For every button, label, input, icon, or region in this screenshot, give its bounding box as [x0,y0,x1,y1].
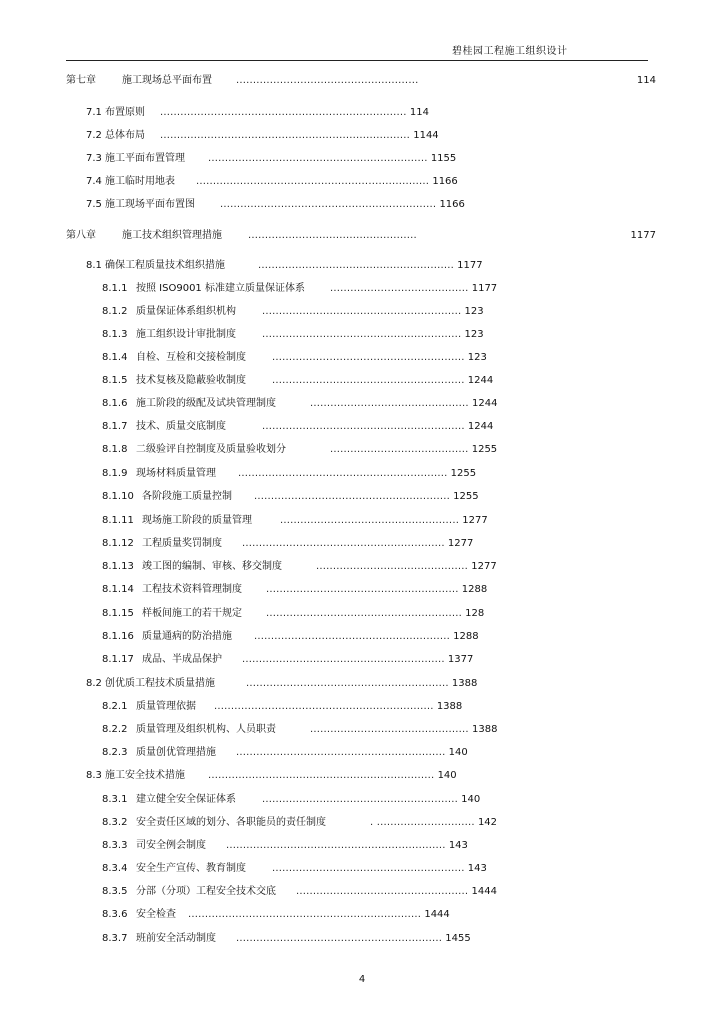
toc-leader-dots: ............................................... [310,398,469,409]
toc-entry-number: 8.1 [86,260,102,271]
toc-entry-page: 1177 [471,283,498,294]
toc-entry-title: 按照 ISO9001 标准建立质量保证体系 [136,283,305,294]
toc-entry-title: 确保工程质量技术组织措施 [105,260,225,271]
toc-leader-dots: .......................................................... [254,491,450,502]
toc-entry-title: 自检、互检和交接检制度 [136,352,246,363]
toc-entry-page: 1277 [471,561,497,572]
toc-entry-page: 1288 [461,584,488,595]
toc-leader-dots: ........................................................... [262,329,462,340]
toc-entry-page: 1388 [436,701,463,712]
toc-entry-number: 8.1.9 [102,468,128,479]
toc-leader-and-page [258,260,483,272]
toc-entry-page: 1444 [471,886,497,897]
toc-entry-title: 技术、质量交底制度 [136,421,226,432]
toc-entry-number: 8.1.11 [102,515,134,526]
toc-leader-dots: ............................................... [310,724,469,735]
toc-entry-number: 8.1.13 [102,561,134,572]
toc-entry-page: 1277 [447,538,474,549]
toc-entry-page: 114 [409,107,429,118]
toc-leader-dots: .......................................................... [266,608,462,619]
toc-leader-and-page [262,421,493,433]
toc-leader-and-page [296,886,497,898]
toc-leader-and-page [160,107,429,119]
toc-entry-page: 1255 [471,444,498,455]
toc-entry-page: 123 [464,329,484,340]
toc-entry-page: 128 [465,608,485,619]
toc-entry-page: 1144 [413,130,439,141]
toc-entry-number: 8.3.6 [102,909,128,920]
toc-entry-number: 8.3.3 [102,840,128,851]
toc-leader-dots: ......................................................... [272,375,465,386]
toc-leader-and-page [254,631,479,643]
toc-entry-title: 质量通病的防治措施 [142,631,232,642]
toc-leader-and-page [246,678,477,690]
toc-leader-and-page [272,375,493,387]
toc-leader-and-page [262,329,484,341]
toc-leader-dots: ........................................................... [262,306,462,317]
toc-leader-and-page [316,561,497,573]
toc-entry-page: 140 [461,794,481,805]
toc-entry-title: 施工技术组织管理措施 [122,230,222,241]
document-title: 碧桂园工程施工组织设计 [452,46,568,57]
toc-entry-title: 各阶段施工质量控制 [142,491,232,502]
toc-entry-number: 8.1.3 [102,329,128,340]
toc-entry-title: 工程技术资料管理制度 [142,584,242,595]
toc-leader-dots: ..................................................... [280,515,460,526]
toc-leader-dots: ...................................................... [236,75,419,86]
toc-entry-page: 142 [477,817,498,828]
toc-entry-title: 安全生产宣传、教育制度 [136,863,246,874]
toc-leader-and-page [160,130,439,142]
toc-entry-title: 竣工图的编制、审核、移交制度 [142,561,282,572]
toc-leader-dots: ............................................................. [236,933,443,944]
toc-leader-dots: ................................................... [296,886,469,897]
toc-entry-title: 建立健全安全保证体系 [136,794,236,805]
toc-leader-and-page [220,199,465,211]
toc-entry-page: 1388 [472,724,498,735]
toc-entry-number: 8.1.5 [102,375,128,386]
toc-leader-dots: ............................................................ [262,421,465,432]
toc-leader-dots: ............................................. [316,561,469,572]
toc-leader-and-page [208,153,456,165]
toc-entry-title: 成品、半成品保护 [142,654,222,665]
toc-entry-title: 分部（分项）工程安全技术交底 [136,886,276,897]
toc-entry-title: 总体布局 [105,130,145,141]
toc-entry-page: 1455 [445,933,471,944]
toc-leader-and-page [272,352,487,364]
toc-entry-title: 创优质工程技术质量措施 [105,678,215,689]
toc-entry-page: 114 [636,75,656,86]
toc-leader-dots: ................................................................. [214,701,434,712]
toc-entry-page: 1444 [424,909,450,920]
toc-entry-number: 8.3 [86,770,102,781]
toc-entry-number: 8.2.2 [102,724,128,735]
toc-entry-number: 8.3.1 [102,794,128,805]
toc-entry-number: 7.4 [86,176,102,187]
toc-entry-page: 1244 [472,398,498,409]
toc-entry-page: 1166 [439,199,465,210]
toc-leader-and-page [272,863,487,875]
toc-leader-dots: ..................................................................... [188,909,422,920]
toc-leader-and-page [262,794,480,806]
toc-leader-and-page [330,444,497,456]
toc-entry-number: 8.2.3 [102,747,128,758]
toc-entry-title: 施工组织设计审批制度 [136,329,236,340]
toc-leader-and-page [310,398,497,410]
toc-entry-number: 8.1.4 [102,352,128,363]
toc-leader-and-page [226,840,468,852]
toc-entry-title: 质量创优管理措施 [136,747,216,758]
toc-entry-number: 7.3 [86,153,102,164]
toc-entry-title: 样板间施工的若干规定 [142,608,242,619]
toc-leader-and-page [262,306,484,318]
toc-leader-dots: ......................................................... [266,584,459,595]
toc-leader-and-page [370,817,497,829]
toc-entry-page: 1244 [467,421,494,432]
toc-entry-page: 143 [467,863,487,874]
toc-entry-title: 现场材料质量管理 [136,468,216,479]
toc-leader-and-page [310,724,497,736]
toc-leader-and-page [254,491,479,503]
toc-entry-page: 1255 [450,468,477,479]
toc-entry-page: 1244 [467,375,494,386]
toc-entry-number: 8.1.16 [102,631,134,642]
toc-leader-dots: .......................................................... [254,631,450,642]
toc-entry-number: 8.3.2 [102,817,128,828]
toc-entry-number: 第七章 [66,75,96,86]
toc-entry-number: 8.3.5 [102,886,128,897]
header-divider [66,60,648,61]
toc-entry-number: 8.1.15 [102,608,134,619]
toc-entry-title: 班前安全活动制度 [136,933,216,944]
toc-entry-title: 施工临时用地表 [105,176,175,187]
toc-leader-dots: .......................................................... [262,794,458,805]
toc-entry-page: 1177 [630,230,656,241]
toc-leader-dots: ......................................................... [272,352,465,363]
toc-leader-and-page [266,584,487,596]
toc-entry-page: 140 [437,770,457,781]
toc-entry-title: 施工安全技术措施 [105,770,185,781]
toc-leader-dots: ............................................................ [242,538,445,549]
toc-entry-page: 143 [448,840,468,851]
toc-entry-title: 安全责任区域的划分、各职能员的责任制度 [136,817,326,828]
toc-entry-number: 8.3.4 [102,863,128,874]
toc-leader-and-page [266,608,484,620]
toc-leader-dots: ............................................................ [242,654,445,665]
toc-leader-dots: .......................................................... [258,260,454,271]
toc-leader-and-page [238,468,476,480]
toc-entry-number: 8.1.14 [102,584,134,595]
toc-leader-dots: .................................................. [248,230,417,241]
toc-entry-number: 8.2 [86,678,102,689]
toc-entry-page: 1255 [453,491,479,502]
toc-entry-page: 1155 [430,153,457,164]
toc-leader-and-page [214,701,462,713]
toc-entry-number: 8.1.1 [102,283,128,294]
toc-entry-number: 8.1.12 [102,538,134,549]
toc-entry-title: 质量管理依据 [136,701,196,712]
toc-leader-dots: .............................................................. [238,468,448,479]
toc-entry-page: 1277 [462,515,488,526]
toc-entry-number: 8.1.7 [102,421,128,432]
toc-entry-title: 工程质量奖罚制度 [142,538,222,549]
toc-entry-number: 8.2.1 [102,701,128,712]
toc-entry-title: 司安全例会制度 [136,840,206,851]
toc-entry-number: 8.1.6 [102,398,128,409]
toc-entry-number: 8.3.7 [102,933,128,944]
toc-leader-and-page [196,176,458,188]
toc-leader-and-page [236,747,468,759]
toc-entry-title: 质量管理及组织机构、人员职责 [136,724,276,735]
toc-leader-and-page [188,909,450,921]
toc-entry-number: 7.1 [86,107,102,118]
toc-entry-number: 7.5 [86,199,102,210]
toc-entry-page: 123 [467,352,487,363]
toc-entry-page: 140 [448,747,468,758]
toc-entry-number: 第八章 [66,230,96,241]
toc-leader-and-page [242,538,473,550]
toc-entry-title: 布置原则 [105,107,145,118]
toc-entry-page: 1377 [447,654,474,665]
toc-entry-title: 安全检查 [136,909,176,920]
toc-leader-dots: ..................................................................... [196,176,430,187]
toc-leader-and-page [236,933,471,945]
toc-entry-page: 1288 [453,631,479,642]
toc-entry-number: 8.1.2 [102,306,128,317]
toc-entry-title: 二级验评自控制度及质量验收划分 [136,444,286,455]
toc-leader-dots: ......................................................... [272,863,465,874]
toc-leader-and-page [280,515,488,527]
toc-entry-number: 7.2 [86,130,102,141]
toc-leader-and-page [208,770,457,782]
page-number: 4 [358,974,366,985]
toc-entry-title: 施工阶段的级配及试块管理制度 [136,398,276,409]
toc-leader-dots: ................................................................. [208,153,428,164]
toc-leader-dots: ................................................................... [208,770,435,781]
toc-entry-page: 1166 [432,176,458,187]
toc-leader-dots: .......................................................................... [160,130,411,141]
toc-leader-and-page [242,654,473,666]
toc-leader-dots: ......................................... [330,444,469,455]
toc-leader-dots: . ............................. [370,817,475,828]
toc-leader-dots: ............................................................ [246,678,449,689]
toc-entry-page: 123 [464,306,484,317]
toc-entry-page: 1388 [451,678,478,689]
toc-entry-title: 施工现场平面布置图 [105,199,195,210]
toc-entry-title: 施工现场总平面布置 [122,75,212,86]
toc-leader-dots: .............................................................. [236,747,446,758]
toc-leader-dots: ................................................................. [226,840,446,851]
toc-entry-title: 施工平面布置管理 [105,153,185,164]
toc-entry-number: 8.1.10 [102,491,134,502]
toc-leader-and-page [330,283,497,295]
toc-entry-number: 8.1.8 [102,444,128,455]
toc-entry-page: 1177 [457,260,483,271]
toc-leader-dots: ................................................................ [220,199,437,210]
toc-leader-dots: ......................................... [330,283,469,294]
toc-leader-dots: ......................................................................... [160,107,407,118]
toc-entry-title: 质量保证体系组织机构 [136,306,236,317]
toc-entry-number: 8.1.17 [102,654,134,665]
toc-entry-title: 技术复核及隐蔽验收制度 [136,375,246,386]
toc-entry-title: 现场施工阶段的质量管理 [142,515,252,526]
